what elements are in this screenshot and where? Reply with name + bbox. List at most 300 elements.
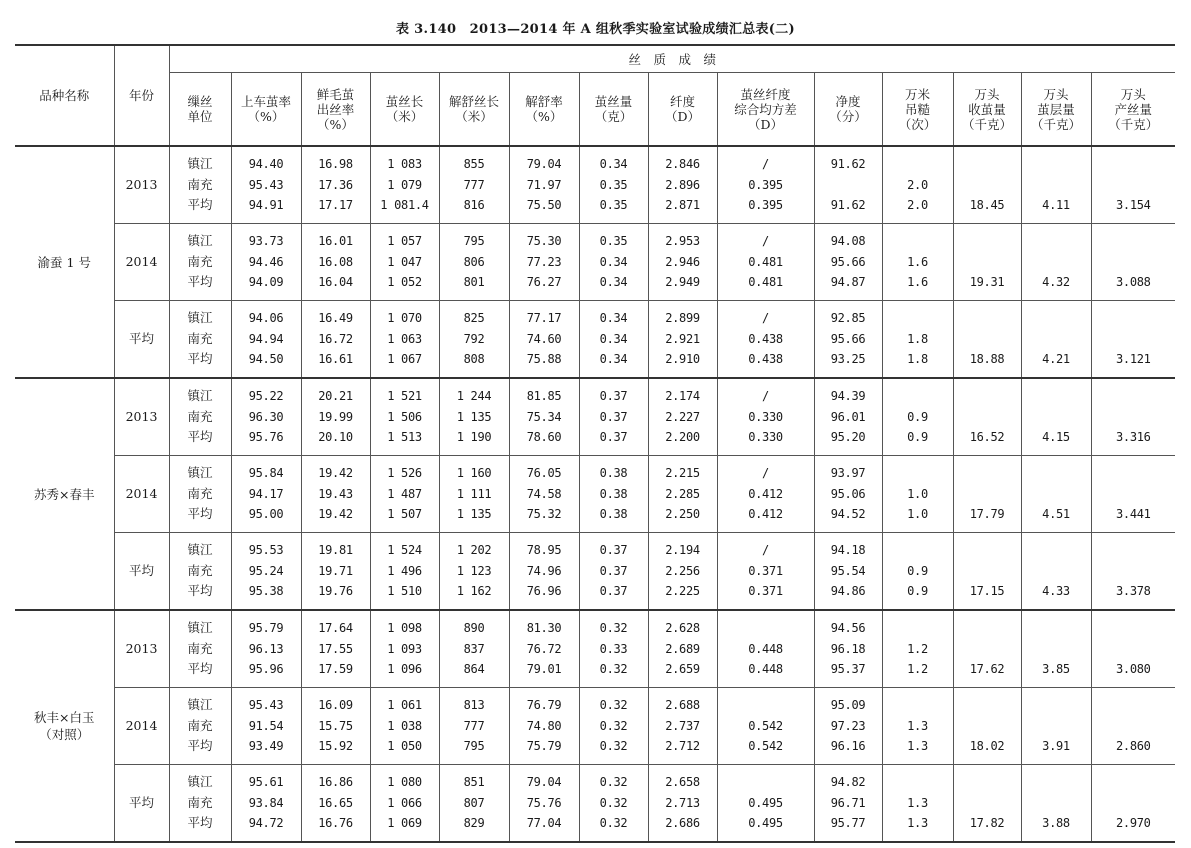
cell-line: 3.316: [1115, 430, 1151, 445]
cell-line: 16.52: [969, 430, 1005, 445]
table-row: [15, 610, 1175, 688]
cell-line: 0.330: [748, 430, 783, 445]
cell-line: 17.15: [969, 584, 1005, 599]
cell-line: 2.970: [1115, 816, 1151, 831]
value-cell: [814, 765, 882, 843]
cell-line: 71.97: [526, 177, 562, 192]
value-cell: [370, 301, 439, 379]
cell-line: 1 507: [387, 507, 422, 522]
unit-cell: [169, 456, 231, 533]
cell-line: 1 135: [456, 507, 492, 522]
cell-line: 镇江: [187, 542, 213, 558]
cell-line: 1 061: [387, 698, 422, 713]
cell-line: [718, 772, 814, 793]
cell-line: 0.34: [599, 331, 628, 346]
cell-line: [883, 386, 953, 407]
cell-line: 96.18: [830, 641, 866, 656]
cell-line: 20.10: [318, 430, 353, 445]
value-cell: [814, 610, 882, 688]
value-cell: [1021, 533, 1091, 611]
cell-line: 1 066: [387, 795, 422, 810]
cell-line: 81.85: [526, 389, 562, 404]
value-cell: [1091, 533, 1175, 611]
cell-line: 95.38: [248, 584, 284, 599]
cell-line: 2.194: [665, 543, 700, 558]
value-cell: [439, 378, 509, 456]
value-cell: [648, 533, 717, 611]
cell-line: 96.13: [248, 641, 284, 656]
cell-line: 镇江: [187, 774, 213, 790]
cell-line: 0.412: [748, 507, 783, 522]
value-cell: [509, 533, 579, 611]
cell-line: [1022, 716, 1091, 737]
variety-name: 苏秀×春丰: [15, 378, 114, 610]
cell-line: [1022, 386, 1091, 407]
cell-line: 77.04: [526, 816, 562, 831]
cell-line: 0.35: [599, 234, 628, 249]
cell-line: 0.38: [599, 507, 628, 522]
cell-line: [1092, 618, 1176, 639]
cell-line: 2.860: [1115, 739, 1151, 754]
value-cell: [882, 301, 953, 379]
cell-line: 1 081.4: [380, 198, 429, 213]
variety-name: 渝蚕 1 号: [15, 146, 114, 378]
value-cell: [579, 610, 648, 688]
cell-line: 0.32: [599, 795, 628, 810]
cell-line: 镇江: [187, 697, 213, 713]
value-cell: [231, 378, 301, 456]
cell-line: 93.49: [248, 739, 284, 754]
value-cell: [231, 456, 301, 533]
value-cell: [301, 378, 370, 456]
cell-line: 3.91: [1042, 739, 1070, 754]
cell-line: 2.688: [665, 698, 700, 713]
cell-line: 81.30: [526, 621, 562, 636]
value-cell: [231, 146, 301, 224]
value-cell: [301, 146, 370, 224]
cell-line: 镇江: [187, 310, 213, 326]
cell-line: 0.37: [599, 563, 628, 578]
value-cell: [579, 301, 648, 379]
cell-line: 94.39: [830, 389, 866, 404]
cell-line: 16.61: [318, 352, 353, 367]
cell-line: 1 135: [456, 409, 492, 424]
cell-line: 0.371: [748, 584, 783, 599]
cell-line: 74.80: [526, 718, 562, 733]
cell-line: 15.75: [318, 718, 353, 733]
cell-line: 1 487: [387, 486, 422, 501]
cell-line: 1 190: [456, 430, 492, 445]
cell-line: [1022, 463, 1091, 484]
value-cell: [953, 610, 1021, 688]
cell-line: [954, 329, 1021, 350]
cell-line: 3.080: [1115, 662, 1151, 677]
value-cell: [579, 765, 648, 843]
cell-line: 75.50: [526, 198, 562, 213]
cell-line: [954, 695, 1021, 716]
cell-line: 91.62: [830, 198, 866, 213]
cell-line: /: [762, 389, 769, 404]
cell-line: [1022, 772, 1091, 793]
cell-line: 1 513: [387, 430, 422, 445]
cell-line: 4.32: [1042, 275, 1070, 290]
cell-line: 1 070: [387, 311, 422, 326]
cell-line: 79.01: [526, 662, 562, 677]
value-cell: [370, 688, 439, 765]
column-header: 净度 （分）: [814, 73, 882, 147]
value-cell: [579, 378, 648, 456]
cell-line: [883, 695, 953, 716]
cell-line: 77.23: [526, 254, 562, 269]
value-cell: [579, 146, 648, 224]
table-title: 表 3.140 2013—2014 年 A 组秋季实验室试验成绩汇总表(二): [396, 22, 795, 37]
value-cell: [882, 146, 953, 224]
cell-line: 3.88: [1042, 816, 1070, 831]
cell-line: 2.871: [665, 198, 700, 213]
cell-line: 4.33: [1042, 584, 1070, 599]
cell-line: 0.32: [599, 718, 628, 733]
cell-line: [1022, 540, 1091, 561]
value-cell: [814, 456, 882, 533]
value-cell: [1021, 301, 1091, 379]
value-cell: [231, 301, 301, 379]
year-cell: 平均: [114, 765, 169, 843]
cell-line: 2.658: [665, 775, 700, 790]
table-row: [15, 688, 1175, 765]
cell-line: 16.49: [318, 311, 353, 326]
cell-line: 16.72: [318, 331, 353, 346]
value-cell: [717, 301, 814, 379]
cell-line: 2.200: [665, 430, 700, 445]
value-cell: [717, 378, 814, 456]
column-header: 纤度 （D）: [648, 73, 717, 147]
value-cell: [882, 456, 953, 533]
cell-line: 0.9: [907, 563, 928, 578]
table-row: [15, 301, 1175, 379]
value-cell: [370, 146, 439, 224]
cell-line: 2.921: [665, 331, 700, 346]
cell-line: [954, 154, 1021, 175]
cell-line: 南充: [187, 330, 213, 346]
cell-line: [954, 484, 1021, 505]
cell-line: 1.6: [907, 275, 928, 290]
cell-line: 4.11: [1042, 198, 1070, 213]
cell-line: 平均: [187, 815, 213, 831]
value-cell: [953, 378, 1021, 456]
year-cell: 2013: [114, 378, 169, 456]
value-cell: [717, 456, 814, 533]
results-table: [15, 44, 1175, 843]
cell-line: 19.42: [318, 507, 353, 522]
cell-line: [883, 772, 953, 793]
value-cell: [370, 224, 439, 301]
cell-line: 94.86: [830, 584, 866, 599]
cell-line: 2.628: [665, 621, 700, 636]
cell-line: 78.95: [526, 543, 562, 558]
value-cell: [579, 688, 648, 765]
value-cell: [509, 765, 579, 843]
value-cell: [1021, 765, 1091, 843]
cell-line: [954, 618, 1021, 639]
cell-line: 平均: [187, 583, 213, 599]
cell-line: [1092, 463, 1176, 484]
value-cell: [231, 533, 301, 611]
cell-line: 1.3: [907, 739, 928, 754]
column-header: 茧丝纤度 综合均方差 （D）: [717, 73, 814, 147]
cell-line: 75.30: [526, 234, 562, 249]
cell-line: [1092, 329, 1176, 350]
value-cell: [439, 610, 509, 688]
cell-line: [1022, 561, 1091, 582]
cell-line: [1022, 231, 1091, 252]
cell-line: 15.92: [318, 739, 353, 754]
cell-line: 0.542: [748, 739, 783, 754]
cell-line: 19.31: [969, 275, 1005, 290]
unit-cell: [169, 688, 231, 765]
table-row: [15, 765, 1175, 843]
cell-line: 19.71: [318, 563, 353, 578]
value-cell: [1091, 146, 1175, 224]
cell-line: 2.949: [665, 275, 700, 290]
cell-line: 95.96: [248, 662, 284, 677]
value-cell: [439, 224, 509, 301]
cell-line: 1 063: [387, 331, 422, 346]
cell-line: 0.32: [599, 775, 628, 790]
cell-line: 2.659: [665, 662, 700, 677]
value-cell: [579, 533, 648, 611]
value-cell: [231, 765, 301, 843]
cell-line: 1 038: [387, 718, 422, 733]
column-header: 万头 收茧量 （千克）: [953, 73, 1021, 147]
cell-line: [1092, 772, 1176, 793]
cell-line: 1 079: [387, 177, 422, 192]
cell-line: [954, 231, 1021, 252]
cell-line: 95.54: [830, 563, 866, 578]
cell-line: [1022, 407, 1091, 428]
cell-line: 平均: [187, 429, 213, 445]
cell-line: [1022, 252, 1091, 273]
cell-line: 91.62: [830, 157, 866, 172]
cell-line: 1.6: [907, 254, 928, 269]
cell-line: 0.495: [748, 816, 783, 831]
cell-line: 0.34: [599, 157, 628, 172]
cell-line: 75.76: [526, 795, 562, 810]
cell-line: 1.8: [907, 352, 928, 367]
cell-line: 1 496: [387, 563, 422, 578]
cell-line: 806: [463, 254, 485, 269]
cell-line: 1.0: [907, 507, 928, 522]
cell-line: 1 069: [387, 816, 422, 831]
cell-line: [954, 175, 1021, 196]
value-cell: [648, 146, 717, 224]
value-cell: [370, 378, 439, 456]
cell-line: 95.22: [248, 389, 284, 404]
value-cell: [953, 765, 1021, 843]
cell-line: 95.77: [830, 816, 866, 831]
cell-line: 0.481: [748, 254, 783, 269]
cell-line: 1 050: [387, 739, 422, 754]
cell-line: 1.8: [907, 331, 928, 346]
cell-line: 2.899: [665, 311, 700, 326]
cell-line: 0.34: [599, 275, 628, 290]
cell-line: 79.04: [526, 775, 562, 790]
cell-line: [1092, 175, 1176, 196]
cell-line: 76.96: [526, 584, 562, 599]
cell-line: 96.01: [830, 409, 866, 424]
cell-line: 93.97: [830, 466, 866, 481]
cell-line: 0.542: [748, 718, 783, 733]
cell-line: [1022, 793, 1091, 814]
cell-line: 95.37: [830, 662, 866, 677]
cell-line: 1 244: [456, 389, 492, 404]
cell-line: 94.40: [248, 157, 284, 172]
cell-line: 77.17: [526, 311, 562, 326]
cell-line: 0.32: [599, 662, 628, 677]
cell-line: 镇江: [187, 388, 213, 404]
cell-line: 19.76: [318, 584, 353, 599]
cell-line: [954, 561, 1021, 582]
cell-line: [1092, 561, 1176, 582]
cell-line: 95.24: [248, 563, 284, 578]
value-cell: [301, 688, 370, 765]
value-cell: [370, 610, 439, 688]
cell-line: 1 111: [456, 486, 492, 501]
cell-line: 2.713: [665, 795, 700, 810]
cell-line: 0.438: [748, 352, 783, 367]
cell-line: 795: [463, 739, 485, 754]
cell-line: 1.3: [907, 816, 928, 831]
cell-line: 0.495: [748, 795, 783, 810]
value-cell: [953, 533, 1021, 611]
cell-line: 0.438: [748, 331, 783, 346]
cell-line: 0.32: [599, 816, 628, 831]
cell-line: 0.34: [599, 352, 628, 367]
cell-line: /: [762, 466, 769, 481]
cell-line: 94.72: [248, 816, 284, 831]
value-cell: [439, 688, 509, 765]
cell-line: 808: [463, 352, 485, 367]
cell-line: 2.686: [665, 816, 700, 831]
cell-line: 1 047: [387, 254, 422, 269]
cell-line: [954, 252, 1021, 273]
value-cell: [882, 533, 953, 611]
cell-line: 镇江: [187, 156, 213, 172]
cell-line: 93.73: [248, 234, 284, 249]
cell-line: 837: [463, 641, 485, 656]
header-group: 丝 质 成 绩: [169, 45, 1175, 73]
cell-line: 95.43: [248, 177, 284, 192]
cell-line: 94.08: [830, 234, 866, 249]
cell-line: 3.121: [1115, 352, 1151, 367]
cell-line: 95.53: [248, 543, 284, 558]
unit-cell: [169, 224, 231, 301]
cell-line: 801: [463, 275, 485, 290]
value-cell: [509, 456, 579, 533]
value-cell: [439, 146, 509, 224]
column-header: 茧丝量 （克）: [579, 73, 648, 147]
cell-line: [1092, 484, 1176, 505]
cell-line: 95.00: [248, 507, 284, 522]
cell-line: 南充: [187, 485, 213, 501]
cell-line: 1 526: [387, 466, 422, 481]
cell-line: 16.09: [318, 698, 353, 713]
cell-line: 17.17: [318, 198, 353, 213]
cell-line: 镇江: [187, 620, 213, 636]
cell-line: 3.441: [1115, 507, 1151, 522]
cell-line: 78.60: [526, 430, 562, 445]
cell-line: 0.9: [907, 409, 928, 424]
cell-line: [1092, 386, 1176, 407]
value-cell: [1021, 610, 1091, 688]
cell-line: 0.37: [599, 543, 628, 558]
cell-line: 南充: [187, 640, 213, 656]
cell-line: 96.16: [830, 739, 866, 754]
cell-line: 807: [463, 795, 485, 810]
value-cell: [509, 146, 579, 224]
value-cell: [717, 224, 814, 301]
value-cell: [814, 301, 882, 379]
cell-line: 南充: [187, 253, 213, 269]
cell-line: /: [762, 234, 769, 249]
cell-line: [1022, 329, 1091, 350]
cell-line: 94.82: [830, 775, 866, 790]
value-cell: [1021, 146, 1091, 224]
cell-line: 93.25: [830, 352, 866, 367]
value-cell: [1021, 456, 1091, 533]
cell-line: 2.737: [665, 718, 700, 733]
cell-line: [1022, 618, 1091, 639]
year-cell: 平均: [114, 301, 169, 379]
cell-line: [718, 695, 814, 716]
cell-line: 864: [463, 662, 485, 677]
variety-name: 秋丰×白玉 （对照）: [15, 610, 114, 842]
cell-line: 97.23: [830, 718, 866, 733]
cell-line: 1 080: [387, 775, 422, 790]
cell-line: 2.225: [665, 584, 700, 599]
value-cell: [648, 456, 717, 533]
cell-line: 1 067: [387, 352, 422, 367]
cell-line: [883, 618, 953, 639]
cell-line: 0.32: [599, 739, 628, 754]
cell-line: 95.84: [248, 466, 284, 481]
cell-line: 94.46: [248, 254, 284, 269]
cell-line: 0.38: [599, 486, 628, 501]
cell-line: [954, 793, 1021, 814]
cell-line: 2.256: [665, 563, 700, 578]
cell-line: 0.330: [748, 409, 783, 424]
cell-line: 南充: [187, 794, 213, 810]
cell-line: 75.32: [526, 507, 562, 522]
value-cell: [953, 301, 1021, 379]
unit-cell: [169, 533, 231, 611]
year-cell: 2014: [114, 224, 169, 301]
cell-line: 75.88: [526, 352, 562, 367]
cell-line: 777: [463, 718, 485, 733]
cell-line: 95.61: [248, 775, 284, 790]
value-cell: [370, 456, 439, 533]
cell-line: 17.79: [969, 507, 1005, 522]
cell-line: 93.84: [248, 795, 284, 810]
cell-line: 1 096: [387, 662, 422, 677]
cell-line: [954, 386, 1021, 407]
cell-line: 4.15: [1042, 430, 1070, 445]
cell-line: 92.85: [830, 311, 866, 326]
cell-line: 91.54: [248, 718, 284, 733]
cell-line: 0.412: [748, 486, 783, 501]
cell-line: 0.371: [748, 563, 783, 578]
value-cell: [882, 224, 953, 301]
table-row: [15, 533, 1175, 611]
